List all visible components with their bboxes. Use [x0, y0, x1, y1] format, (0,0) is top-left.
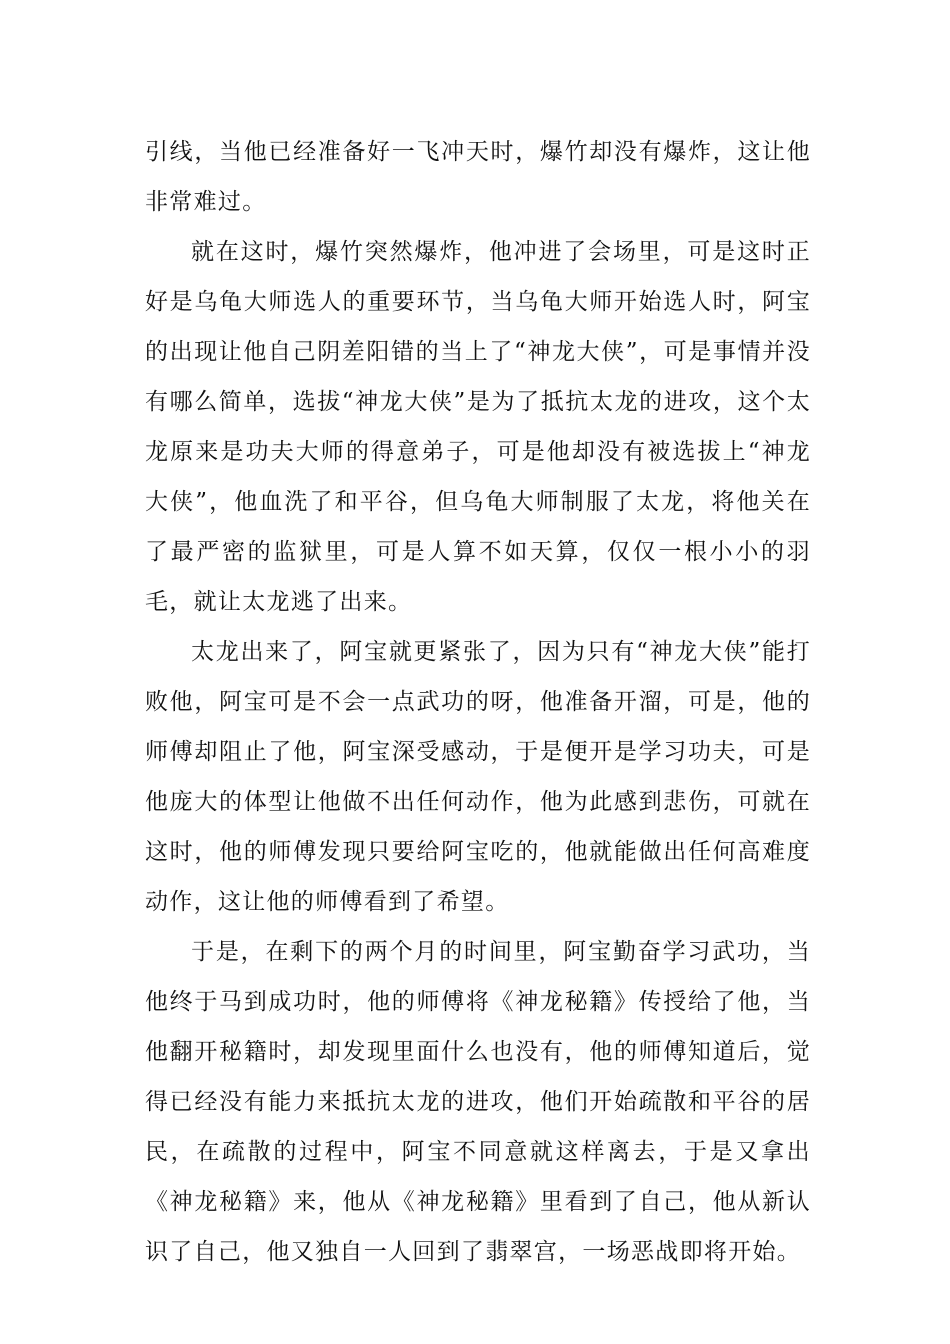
paragraph-3: 太龙出来了，阿宝就更紧张了，因为只有“神龙大侠”能打败他，阿宝可是不会一点武功的呀，他准备开溜，可是，他的师傅却阻止了他，阿宝深受感动，于是便开是学习功夫，可是他庞大的体型让他做不出任何动作，他为此感到悲伤，可就在这时，他的师傅发现只要给阿宝吃的，他就能做出任何高难度动作，这让他的师傅看到了希望。	[145, 639, 811, 915]
paragraph-4: 于是，在剩下的两个月的时间里，阿宝勤奋学习武功，当他终于马到成功时，他的师傅将《神龙秘籍》传授给了他，当他翻开秘籍时，却发现里面什么也没有，他的师傅知道后，觉得已经没有能力来抵抗太龙的进攻，他们开始疏散和平谷的居民，在疏散的过程中，阿宝不同意就这样离去，于是又拿出《神龙秘籍》来，他从《神龙秘籍》里看到了自己，他从新认识了自己，他又独自一人回到了翡翠宫，一场恶战即将开始。	[145, 939, 811, 1265]
paragraph-2: 就在这时，爆竹突然爆炸，他冲进了会场里，可是这时正好是乌龟大师选人的重要环节，当乌龟大师开始选人时，阿宝的出现让他自己阴差阳错的当上了“神龙大侠”，可是事情并没有哪么简单，选拔“神龙大侠”是为了抵抗太龙的进攻，这个太龙原来是功夫大师的得意弟子，可是他却没有被选拔上“神龙大侠”，他血洗了和平谷，但乌龟大师制服了太龙，将他关在了最严密的监狱里，可是人算不如天算，仅仅一根小小的羽毛，就让太龙逃了出来。	[145, 239, 811, 615]
document-body	[145, 127, 811, 1277]
paragraph-1: 引线，当他已经准备好一飞冲天时，爆竹却没有爆炸，这让他非常难过。	[145, 139, 811, 215]
